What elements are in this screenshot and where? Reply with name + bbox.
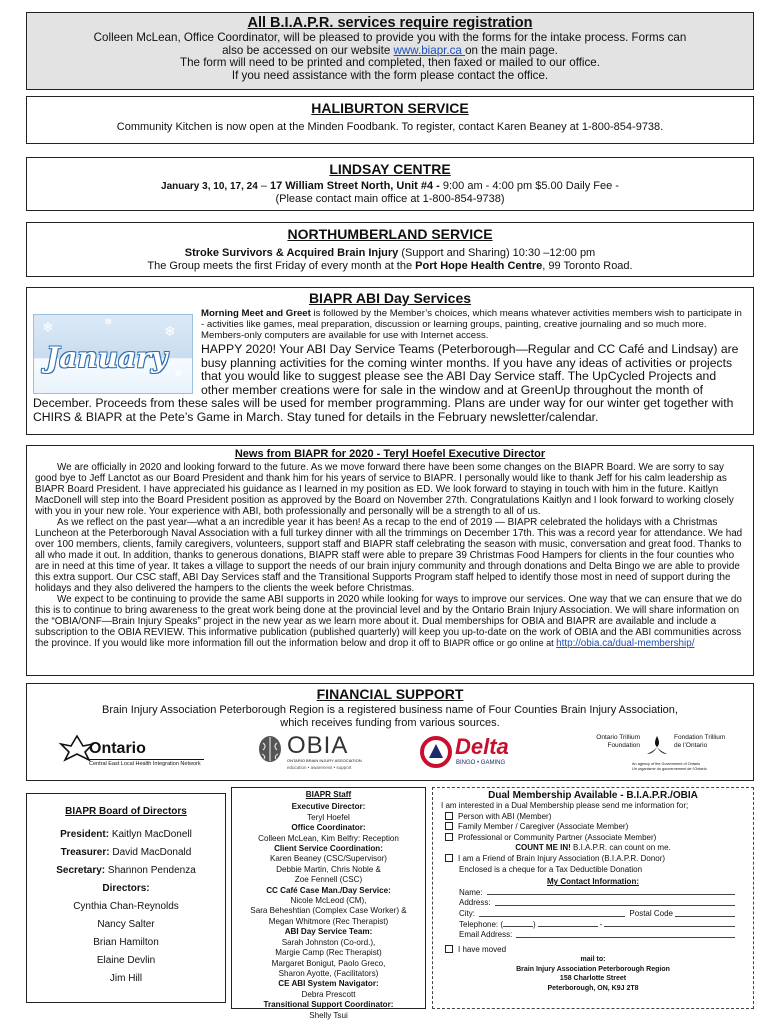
meet-place: Port Hope Health Centre: [415, 259, 543, 272]
name-label: Name:: [459, 887, 483, 897]
obia-tagline: education • awareness • support: [287, 765, 352, 770]
obia-subtitle: ONTARIO BRAIN INJURY ASSOCIATION: [287, 758, 362, 763]
registration-line-3: The form will need to be printed and completed, then faxed or mailed to our office.: [180, 56, 600, 70]
option-label: Person with ABI (Member): [458, 811, 552, 821]
lhin-text: Central East Local Health Integration Network: [89, 759, 204, 768]
northumberland-group: [33, 247, 747, 260]
obia-logo: [257, 732, 367, 776]
secretary-label: Secretary:: [56, 865, 106, 876]
staff-role: Transitional Support Coordinator:: [263, 1000, 394, 1010]
staff-name: Sarah Johnston (Co-ord.),: [281, 937, 376, 947]
staff-role: ABI Day Service Team:: [284, 927, 373, 937]
option-label: Professional or Community Partner (Associate Member): [458, 832, 657, 842]
telephone-field[interactable]: Telephone: ( ) -: [441, 920, 745, 931]
news-paragraph-3: [35, 594, 745, 649]
news-paragraph-1: We are officially in 2020 and looking forward to the future. As we move forward there have been some changes on the BIAPR Board. We are sorry to say good bye to Jeff Lanctot as our Board President and thank him for his years of service to BIAPR. I personally would like to thank Jeff for his calm leadership as BIAPR Board President. I have appreciated his guidance as I learned in my position as ED. We look forward to staying in touch with him in the future. Kaitlyn MacDonell will step into the Board President position as approved by the Board on November 27th. Congratulations Kaitlyn and I look forward to working closely with you in your new role. Your experience with ABI, both professionally and personally will be a strength to all of us.: [35, 462, 734, 517]
meet-pre: The Group meets the first Friday of every month at the: [147, 259, 416, 272]
staff-name: Debbie Martin, Chris Noble &: [276, 864, 381, 874]
registration-line-2-post: on the main page.: [465, 43, 558, 57]
board-secretary: [27, 865, 225, 877]
board-of-directors-box: [26, 793, 226, 1003]
delta-subtitle: BINGO • GAMING: [456, 760, 506, 766]
otf-french: Fondation Trillium de l’Ontario: [674, 734, 726, 749]
january-banner-text: January: [46, 341, 168, 374]
financial-line-2: which receives funding from various sources.: [280, 717, 500, 729]
staff-list: [232, 802, 425, 1021]
lindsay-schedule: [33, 180, 747, 193]
contact-title: My Contact Information:: [547, 877, 639, 887]
staff-box: [231, 787, 426, 1020]
delta-bingo-logo: [420, 732, 530, 776]
sponsor-logos: [37, 732, 743, 776]
option-professional: [441, 833, 745, 844]
morning-label: Morning Meet and Greet: [201, 308, 311, 319]
board-treasurer: [27, 847, 225, 859]
address-field[interactable]: [441, 898, 745, 909]
address-label: Address:: [459, 898, 491, 908]
lindsay-address: 17 William Street North, Unit #4 -: [269, 180, 443, 192]
dual-membership-form: [432, 787, 754, 1009]
staff-name: Debra Prescott: [301, 989, 356, 999]
registration-line-1: Colleen McLean, Office Coordinator, will be pleased to provide you with the forms for the intake process. Forms can: [93, 31, 687, 44]
news-title: News from BIAPR for 2020 - Teryl Hoefel Executive Director: [234, 448, 546, 460]
staff-role: Executive Director:: [291, 802, 366, 812]
otf-agency-fr: Un organisme du gouvernement de l’Ontario: [632, 767, 707, 771]
option-label: Family Member / Caregiver (Associate Member): [458, 822, 629, 832]
dual-title: Dual Membership Available - B.I.A.P.R./OBIA: [488, 790, 698, 801]
abi-day-services-box: [26, 287, 754, 435]
staff-role: Office Coordinator:: [291, 823, 366, 833]
northumberland-title: NORTHUMBERLAND SERVICE: [287, 226, 493, 242]
staff-name: Margie Camp (Rec Therapist): [275, 948, 382, 958]
ontario-lhin-logo: [57, 732, 207, 776]
obia-wordmark: OBIA: [287, 732, 349, 759]
option-person-abi: [441, 812, 745, 823]
meet-post: , 99 Toronto Road.: [542, 259, 633, 272]
treasurer-label: Treasurer:: [60, 847, 110, 858]
name-field[interactable]: [441, 888, 745, 899]
january-banner-image: [33, 314, 193, 394]
checkbox[interactable]: [445, 822, 453, 830]
lindsay-title: LINDSAY CENTRE: [329, 161, 451, 177]
city-postal-field[interactable]: [441, 909, 745, 920]
staff-title: BIAPR Staff: [305, 790, 352, 799]
lindsay-dash: –: [257, 180, 270, 192]
board-title: BIAPR Board of Directors: [65, 806, 187, 817]
mail-to-label: mail to:: [580, 956, 606, 964]
directors-label: Directors:: [102, 883, 150, 894]
snowflake-icon: ❄: [104, 317, 113, 328]
count-me-text: B.I.A.P.R. can count on me.: [570, 843, 671, 853]
staff-name: Shelly Tsui: [309, 1010, 348, 1020]
lindsay-box: [26, 157, 754, 211]
email-field[interactable]: [441, 930, 745, 941]
treasurer-name: David MacDonald: [109, 847, 192, 858]
board-president: [27, 829, 225, 841]
staff-name: Sharon Ayotte, (Facilitators): [278, 968, 379, 978]
telephone-label: Telephone: (: [459, 919, 504, 929]
staff-name: Zoe Fennell (CSC): [294, 875, 363, 885]
email-label: Email Address:: [459, 930, 513, 940]
director-name: Nancy Salter: [97, 919, 155, 930]
snowflake-icon: ❄: [164, 323, 176, 339]
lindsay-dates: January 3, 10, 17, 24: [161, 181, 258, 192]
northumberland-box: [26, 222, 754, 277]
mail-org: Brain Injury Association Peterborough Region: [516, 965, 670, 973]
staff-role: Client Service Coordination:: [274, 844, 383, 854]
news-paragraph-2: As we reflect on the past year—what a an incredible year it has been! As a recap to the end of 2019 — BIAPR celebrated the holidays with a Christmas Luncheon at the Peterborough Naval Association with a full turkey dinner with all the trimmings on December 17th. This was a record year for attendance. We had over 100 members, clients, family caregivers, volunteers, support staff and BIAPR staff celebrating the season with music, conversation and great food. Thanks to all who made it out. In addition, thanks to generous donations, BIAPR staff were able to prepare 39 Christmas Food Hampers for clients in the four counties who are in need at this time of year. It takes a village to support the needs of our brain injury community and through donations and Delta Bingo we are able to provide this extra support. Our CSC staff, ABI Day Services staff and the Transitional Supports Program staff helped to identify those most in need of support during the holidays and they also delivered the hampers to the clients the week before Christmas.: [35, 517, 743, 594]
postal-label: Postal Code: [629, 908, 673, 918]
group-name: Stroke Survivors & Acquired Brain Injury: [184, 247, 399, 259]
group-detail: (Support and Sharing) 10:30 –12:00 pm: [398, 247, 596, 259]
director-name: Cynthia Chan-Reynolds: [73, 901, 179, 912]
registration-box: [26, 12, 754, 90]
delta-icon: [420, 736, 452, 768]
mail-city: Peterborough, ON, K9J 2T8: [547, 984, 639, 992]
abi-happy-paragraph: HAPPY 2020! Your ABI Day Service Teams (Peterborough—Regular and CC Café and Lindsay) are busy planning activities for the coming winter months. If you have any ideas of activities or projects that you would like to suggest please see the ABI Day Service staff. The UpCycled Projects and other member creations were for sale in the window and at GreenUp throughout the month of December. Proceeds from these sales will be used for member programming. Plans are under way for our winter get together with CHIRS & BIAPR at the Pete’s Game in March. Stay tuned for details in the February newsletter/calendar.: [33, 342, 739, 424]
staff-role: CC Café Case Man./Day Service:: [266, 885, 391, 895]
staff-name: Nicole McLeod (CM),: [290, 896, 367, 906]
checkbox[interactable]: [445, 945, 453, 953]
news-box: [26, 445, 754, 676]
staff-name: Margaret Bonigut, Paolo Greco,: [271, 958, 386, 968]
news-p3-small: BIAPR office or go online at: [443, 638, 557, 648]
option-label: I have moved: [458, 944, 507, 954]
president-label: President:: [60, 829, 110, 840]
option-moved: [441, 945, 745, 956]
otf-agency: An agency of the Government of Ontario: [632, 762, 701, 766]
president-name: Kaitlyn MacDonell: [109, 829, 192, 840]
secretary-name: Shannon Pendenza: [105, 865, 196, 876]
ontario-wordmark: Ontario: [89, 740, 146, 757]
mail-street: 158 Charlotte Street: [559, 975, 627, 983]
haliburton-box: [26, 96, 754, 144]
delta-wordmark: Delta: [455, 734, 509, 759]
director-name: Elaine Devlin: [96, 955, 156, 966]
option-family: [441, 822, 745, 833]
count-me-in: [441, 843, 745, 854]
option-label: I am a Friend of Brain Injury Association (B.I.A.P.R. Donor): [458, 853, 666, 863]
snowflake-icon: ❄: [42, 319, 54, 335]
registration-title: All B.I.A.P.R. services require registration: [247, 15, 533, 31]
staff-name: Teryl Hoefel: [307, 812, 350, 822]
checkbox[interactable]: [445, 812, 453, 820]
checkbox[interactable]: [445, 854, 453, 862]
obia-dual-membership-link[interactable]: http://obia.ca/dual-membership/: [556, 638, 695, 649]
snowflake-icon: ❄: [174, 368, 184, 380]
lindsay-contact: (Please contact main office at 1-800-854-9738): [275, 193, 505, 205]
financial-support-box: [26, 683, 754, 781]
haliburton-title: HALIBURTON SERVICE: [311, 100, 469, 116]
news-p3-text: We expect to be continuing to provide the same ABI supports in 2020 while looking for ways to improve our services. One way that we can ensure that we do this is to continue to bring awareness to the great work being done at the provincial level and by the Ontario Brain Injury Association. We will share information on the “OBIA/ONF—Brain Injury Speaks” project in the new year as we learn more about it. Dual memberships for OBIA and BIAPR are available and include a subscription to the OBIA REVIEW. This informative publication (published quarterly) will keep you up-to-date on the work of OBIA and the ABI communities across the province. If you would like more information fill out the information below and drop it off to: [35, 594, 742, 649]
brain-icon: [257, 734, 283, 764]
registration-line-2-pre: also be accessed on our website: [222, 43, 394, 57]
option-friend: [441, 854, 745, 865]
cheque-text: Enclosed is a cheque for a Tax Deductible Donation: [459, 864, 643, 874]
dual-intro: I am interested in a Dual Membership please send me information for;: [441, 801, 689, 810]
haliburton-text: Community Kitchen is now open at the Minden Foodbank. To register, contact Karen Beaney at 1-800-854-9738.: [116, 121, 664, 133]
lindsay-time: 9:00 am - 4:00 pm $5.00 Daily Fee -: [442, 180, 619, 192]
website-link[interactable]: www.biapr.ca: [393, 43, 466, 57]
morning-text: is followed by the Member’s choices, which means whatever activities members wish to participate in - activities like games, meal preparation, discussion or learning groups, painting, creative journaling and so much more. Members-only computers are available for use with Internet access.: [201, 308, 742, 341]
ontario-trillium-foundation-logo: [592, 732, 752, 776]
city-label: City:: [459, 908, 475, 918]
director-name: Jim Hill: [109, 973, 143, 984]
northumberland-meet: [33, 260, 747, 273]
staff-name: Megan Whitmore (Rec Therapist): [268, 916, 389, 926]
otf-english: Ontario Trillium Foundation: [596, 734, 640, 749]
registration-line-4: If you need assistance with the form please contact the office.: [231, 68, 549, 82]
staff-name: Colleen McLean, Kim Belfry: Reception: [258, 833, 399, 843]
staff-role: CE ABI System Navigator:: [278, 979, 379, 989]
count-me-label: COUNT ME IN!: [515, 843, 571, 853]
financial-line-1: Brain Injury Association Peterborough Region is a registered business name of Four Counties Brain Injury Association,: [102, 704, 678, 716]
director-name: Brian Hamilton: [93, 937, 159, 948]
abi-day-title: BIAPR ABI Day Services: [308, 290, 472, 306]
checkbox[interactable]: [445, 833, 453, 841]
staff-name: Karen Beaney (CSC/Supervisor): [270, 854, 387, 864]
trillium-flower-icon: [644, 734, 670, 760]
financial-title: FINANCIAL SUPPORT: [316, 686, 464, 702]
staff-name: Sara Beheshtian (Complex Case Worker) &: [250, 906, 407, 916]
